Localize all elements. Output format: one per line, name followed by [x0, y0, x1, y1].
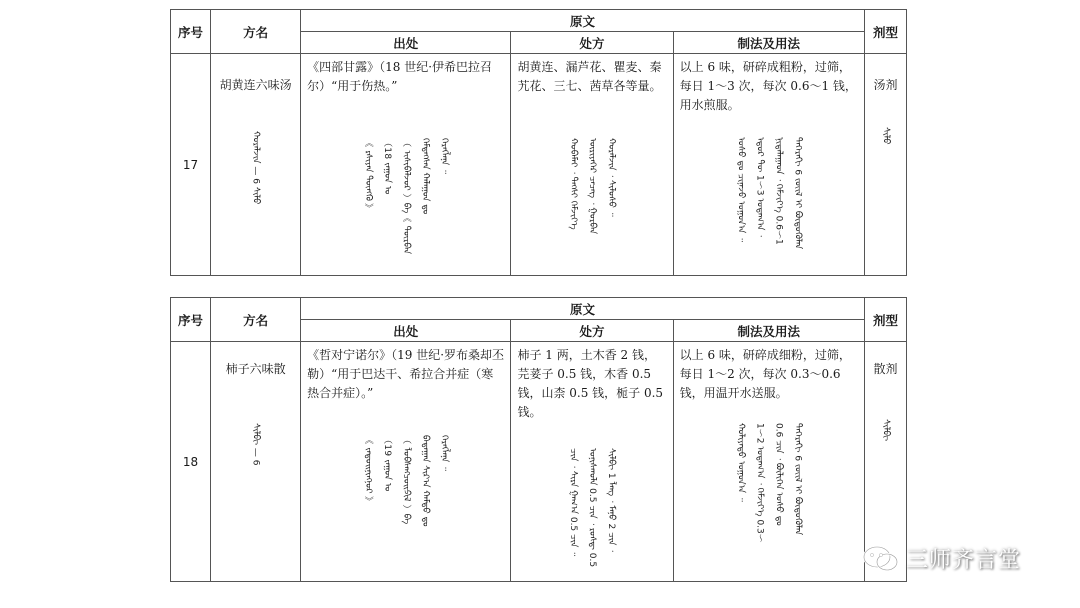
formula-zh: 柿子 1 两，土木香 2 钱，芫荽子 0.5 钱，木香 0.5 钱，山柰 0.5 钱，栀子 0.5 钱。	[517, 348, 664, 419]
name-mn: ᠬᠤᠷᠠᠯᠵᠢᠨ — 6 ᠰᠢᠯᠦ	[250, 131, 261, 205]
formula-mn-line: ᠬᠤᠷᠠᠯᠵᠢᠨ ᠂ ᠰᠢᠯᠦᠰᠦ ᠃	[606, 138, 617, 217]
method-cell	[673, 54, 864, 276]
formula-mn-line: ᠰᠢᠯᠪᠢ 1 ᠯᠠᠩ ᠂ ᠮᠠᠨᠤ 2 ᠴᠢᠨ ᠂	[606, 448, 617, 552]
formula-cell	[511, 342, 673, 582]
source-mn-line: （ ᠯᠤᠪᠰᠠᠩᠴᠣᠢᠫᠢᠯ ）ᠪᠠ	[400, 435, 411, 525]
method-mn-line: ᠨᠢᠳᠠᠯᠠᠭᠠᠳ ᠂ ᠬᠡᠮᠵᠢᠶ᠎ᠡ 0.6～1	[773, 137, 784, 245]
source-cell	[301, 342, 511, 582]
source-mn-line: ᠪᠠᠳᠠᠭᠠᠨ ᠰᠢᠷ᠎ᠠ ᠬᠠᠮᠲᠤ ᠳᠤ	[419, 435, 430, 527]
source-mn-line: ᠬᠡᠷᠡᠭᠯᠡᠨᠡ ᠃	[438, 138, 449, 174]
formula-mn-line: ᠤᠨᠢᠰᠭᠤᠯᠠ 0.5 ᠴᠢᠨ ᠂ ᠷᠤᠰᠳ᠋ 0.5	[587, 448, 598, 568]
header-original: 原文	[301, 298, 865, 320]
header-seq: 序号	[171, 298, 211, 342]
method-mn-line: ᠤᠰᠤ ᠳᠤ ᠴᠢᠨᠠᠵᠤ ᠤᠭᠤᠨ᠎ᠠ ᠃	[735, 137, 746, 243]
name-cell	[211, 54, 301, 276]
header-source: 出处	[301, 320, 511, 342]
header-method: 制法及用法	[673, 32, 864, 54]
source-mn-line: ᠭᠡᠮᠲᠡᠭᠰᠡᠨ ᠬᠠᠯᠠᠭᠤᠨ ᠳᠤ	[419, 138, 430, 215]
header-formula: 处方	[511, 32, 673, 54]
formula-mn-line: ᠦᠷᠢᠶᠡᠭᠡᠷ ᠴᠡᠴᠡᠭ ᠂ ᠭᠤᠷᠪᠠᠨ	[587, 138, 598, 235]
formula-cell	[511, 54, 673, 276]
seq-cell: 17	[171, 54, 211, 276]
name-zh: 柿子六味散	[225, 362, 286, 376]
form-mn: ᠰᠢᠯᠦ	[880, 127, 891, 145]
header-original: 原文	[301, 10, 865, 32]
source-mn-line: 《 ᠷᠰᠢᠶᠠᠨ ᠳᠦᠨᠭᠭᠦ 》	[362, 138, 373, 214]
prescription-table-17	[170, 9, 907, 276]
source-mn-line: （19 ᠵᠠᠭᠤᠨ ᠤ	[381, 435, 392, 492]
formula-mn-line: ᠴᠢᠨ ᠂ ᠰᠢᠷᠠ ᠭᠠᠭ᠎ᠠ 0.5 ᠴᠢᠨ ᠃	[568, 448, 579, 557]
method-mn-line: 1～2 ᠤᠳᠠᠭ᠎ᠠ ᠂ ᠬᠡᠮᠵᠢᠶ᠎ᠡ 0.3～	[754, 423, 765, 543]
method-mn-line: ᠬᠤᠯᠢᠶᠠᠳᠤ ᠤᠭᠤᠨ᠎ᠠ ᠃	[735, 423, 746, 502]
seq-cell: 18	[171, 342, 211, 582]
method-cell	[673, 342, 864, 582]
wechat-logo-icon	[862, 544, 900, 574]
name-cell	[211, 342, 301, 582]
formula-mn-line: ᠬᠤᠪᠠᠮᠠᠢ ᠂ ᠲᠡᠭᠰᠢ ᠬᠡᠮᠵᠢᠶ᠎ᠡ	[568, 138, 579, 230]
header-formula: 处方	[511, 320, 673, 342]
formula-zh: 胡黄连、漏芦花、瞿麦、秦艽花、三七、茜草各等量。	[517, 60, 662, 93]
watermark-text: 三师齐言堂	[906, 548, 1022, 573]
source-zh: 《四部甘露》（18 世纪·伊希巴拉召尔）“用于伤热。”	[307, 60, 493, 93]
prescription-table-18	[170, 297, 907, 582]
form-cell	[864, 54, 906, 276]
header-seq: 序号	[171, 10, 211, 54]
method-zh: 以上 6 味，研碎成细粉，过筛，每日 1～2 次，每次 0.3～0.6 钱，用温开水送服。	[679, 348, 851, 400]
name-mn: ᠰᠢᠯᠪᠢ — 6	[250, 423, 261, 466]
name-zh: 胡黄连六味汤	[219, 78, 292, 92]
source-mn-line: （18 ᠵᠠᠭᠤᠨ ᠤ	[381, 138, 392, 195]
header-source: 出处	[301, 32, 511, 54]
method-zh: 以上 6 味，研碎成粗粉，过筛，每日 1～3 次，每次 0.6～1 钱，用水煎服。	[679, 60, 857, 112]
watermark	[862, 543, 1021, 574]
header-name: 方名	[211, 10, 301, 54]
method-mn-line: ᠡᠳᠦᠷ ᠲᠦ 1～3 ᠤᠳᠠᠭ᠎ᠠ ᠂	[754, 137, 765, 237]
source-mn-line: ᠬᠡᠷᠡᠭᠯᠡᠨᠡ ᠃	[438, 435, 449, 471]
header-method: 制法及用法	[673, 320, 864, 342]
source-mn-line: （ ᠢᠰᠢᠪᠠᠯᠵᠤᠷ ）ᠪᠠ《 ᠳᠥᠷᠪᠡᠨ	[400, 138, 411, 255]
form-mn: ᠰᠢᠯᠪᠢ	[880, 419, 891, 442]
method-mn-line: ᠳᠡᠭᠡᠷᠡᠬᠢ 6 ᠵᠦᠢᠯ ᠢ ᠪᠦᠳᠦᠭᠦᠯᠡᠨ	[792, 137, 803, 250]
source-cell	[301, 54, 511, 276]
header-name: 方名	[211, 298, 301, 342]
source-zh: 《哲对宁诺尔》（19 世纪·罗布桑却丕勒）“用于巴达干、希拉合并症（寒热合并症）。”	[307, 348, 505, 400]
source-mn-line: 《 ᠵᠡᠳᠦᠢᠨᠢᠩᠨᠤᠷ 》	[362, 435, 373, 506]
header-form: 剂型	[864, 10, 906, 54]
form-zh: 散剂	[873, 362, 898, 376]
header-form: 剂型	[864, 298, 906, 342]
method-mn-line: 0.6 ᠴᠢᠨ ᠂ ᠪᠦᠯᠢᠭᠡᠨ ᠤᠰᠤ ᠳᠤ	[773, 423, 784, 526]
form-zh: 汤剂	[873, 78, 898, 92]
method-mn-line: ᠳᠡᠭᠡᠷᠡᠬᠢ 6 ᠵᠦᠢᠯ ᠢ ᠪᠦᠳᠦᠭᠦᠯᠡᠨ	[792, 423, 803, 536]
